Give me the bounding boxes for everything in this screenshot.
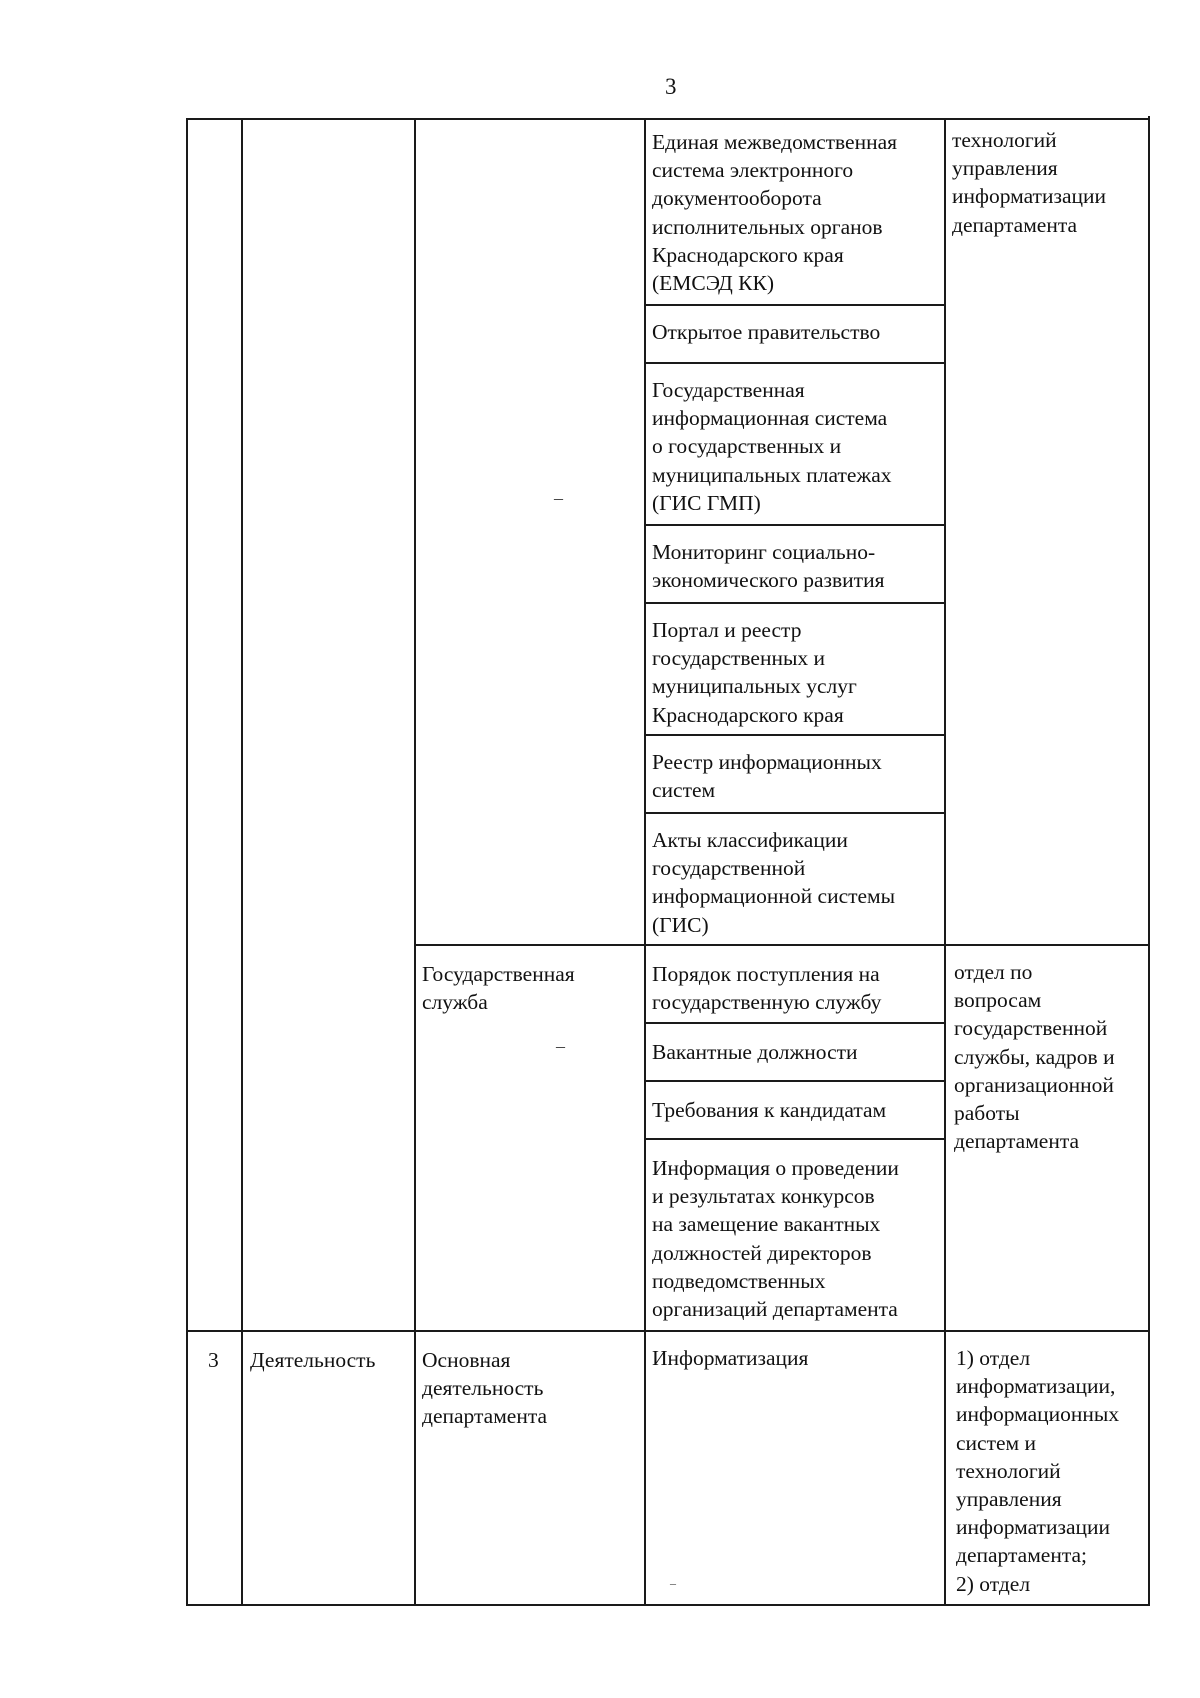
table-border-top [186, 118, 1150, 120]
row-divider [644, 1080, 946, 1082]
subsection-cell: Портал и реестр государственных и муниципальных услуг Краснодарского края [652, 618, 857, 727]
row-divider [644, 734, 946, 736]
responsible-cell: 1) отдел информатизации, информационных систем и технологий управления информатизации департамента; 2) отдел [956, 1346, 1120, 1596]
row-divider [644, 1138, 946, 1140]
subsection-cell: Реестр информационных систем [652, 750, 882, 803]
row-divider [644, 812, 946, 814]
row-divider [414, 944, 1150, 946]
placeholder-dash: – [556, 1036, 565, 1056]
subsection-cell: Вакантные должности [652, 1040, 858, 1064]
responsible-cell: технологий управления информатизации департамента [952, 128, 1107, 237]
page-number: 3 [665, 74, 677, 99]
table-border-left [186, 118, 188, 1606]
category-cell: Деятельность [250, 1348, 376, 1372]
subsection-cell: Государственная информационная система о государственных и муниципальных платежах (ГИС ГМП) [652, 378, 892, 515]
subsection-cell: Информация о проведении и результатах конкурсов на замещение вакантных должностей директоров подведомственных организаций департамента [652, 1156, 899, 1322]
subsection-cell: Информатизация [652, 1346, 809, 1370]
subsection-cell: Требования к кандидатам [652, 1098, 887, 1122]
section-cell: Основная деятельность департамента [422, 1348, 548, 1429]
section-cell: Государственная служба [422, 962, 575, 1015]
row-number: 3 [208, 1348, 219, 1372]
placeholder-dash: – [670, 1576, 676, 1590]
subsection-cell: Акты классификации государственной информационной системы (ГИС) [652, 828, 896, 937]
table-border-bottom [186, 1604, 1150, 1606]
responsible-cell: отдел по вопросам государственной службы, кадров и организационной работы департамента [954, 960, 1115, 1154]
row-divider [644, 602, 946, 604]
subsection-cell: Открытое правительство [652, 320, 881, 344]
placeholder-dash: – [554, 488, 563, 508]
row-divider [644, 524, 946, 526]
row-divider [644, 304, 946, 306]
row-divider [186, 1330, 1150, 1332]
column-divider-2 [414, 118, 416, 1606]
subsection-cell: Мониторинг социально- экономического развития [652, 540, 885, 593]
row-divider [644, 362, 946, 364]
table-border-right [1148, 116, 1150, 1606]
column-divider-3 [644, 118, 646, 1606]
column-divider-1 [241, 118, 243, 1606]
column-divider-4 [944, 118, 946, 1606]
subsection-cell: Порядок поступления на государственную службу [652, 962, 882, 1015]
row-divider [644, 1022, 946, 1024]
subsection-cell: Единая межведомственная система электронного документооборота исполнительных органов Краснодарского края (ЕМСЭД КК) [652, 130, 898, 296]
